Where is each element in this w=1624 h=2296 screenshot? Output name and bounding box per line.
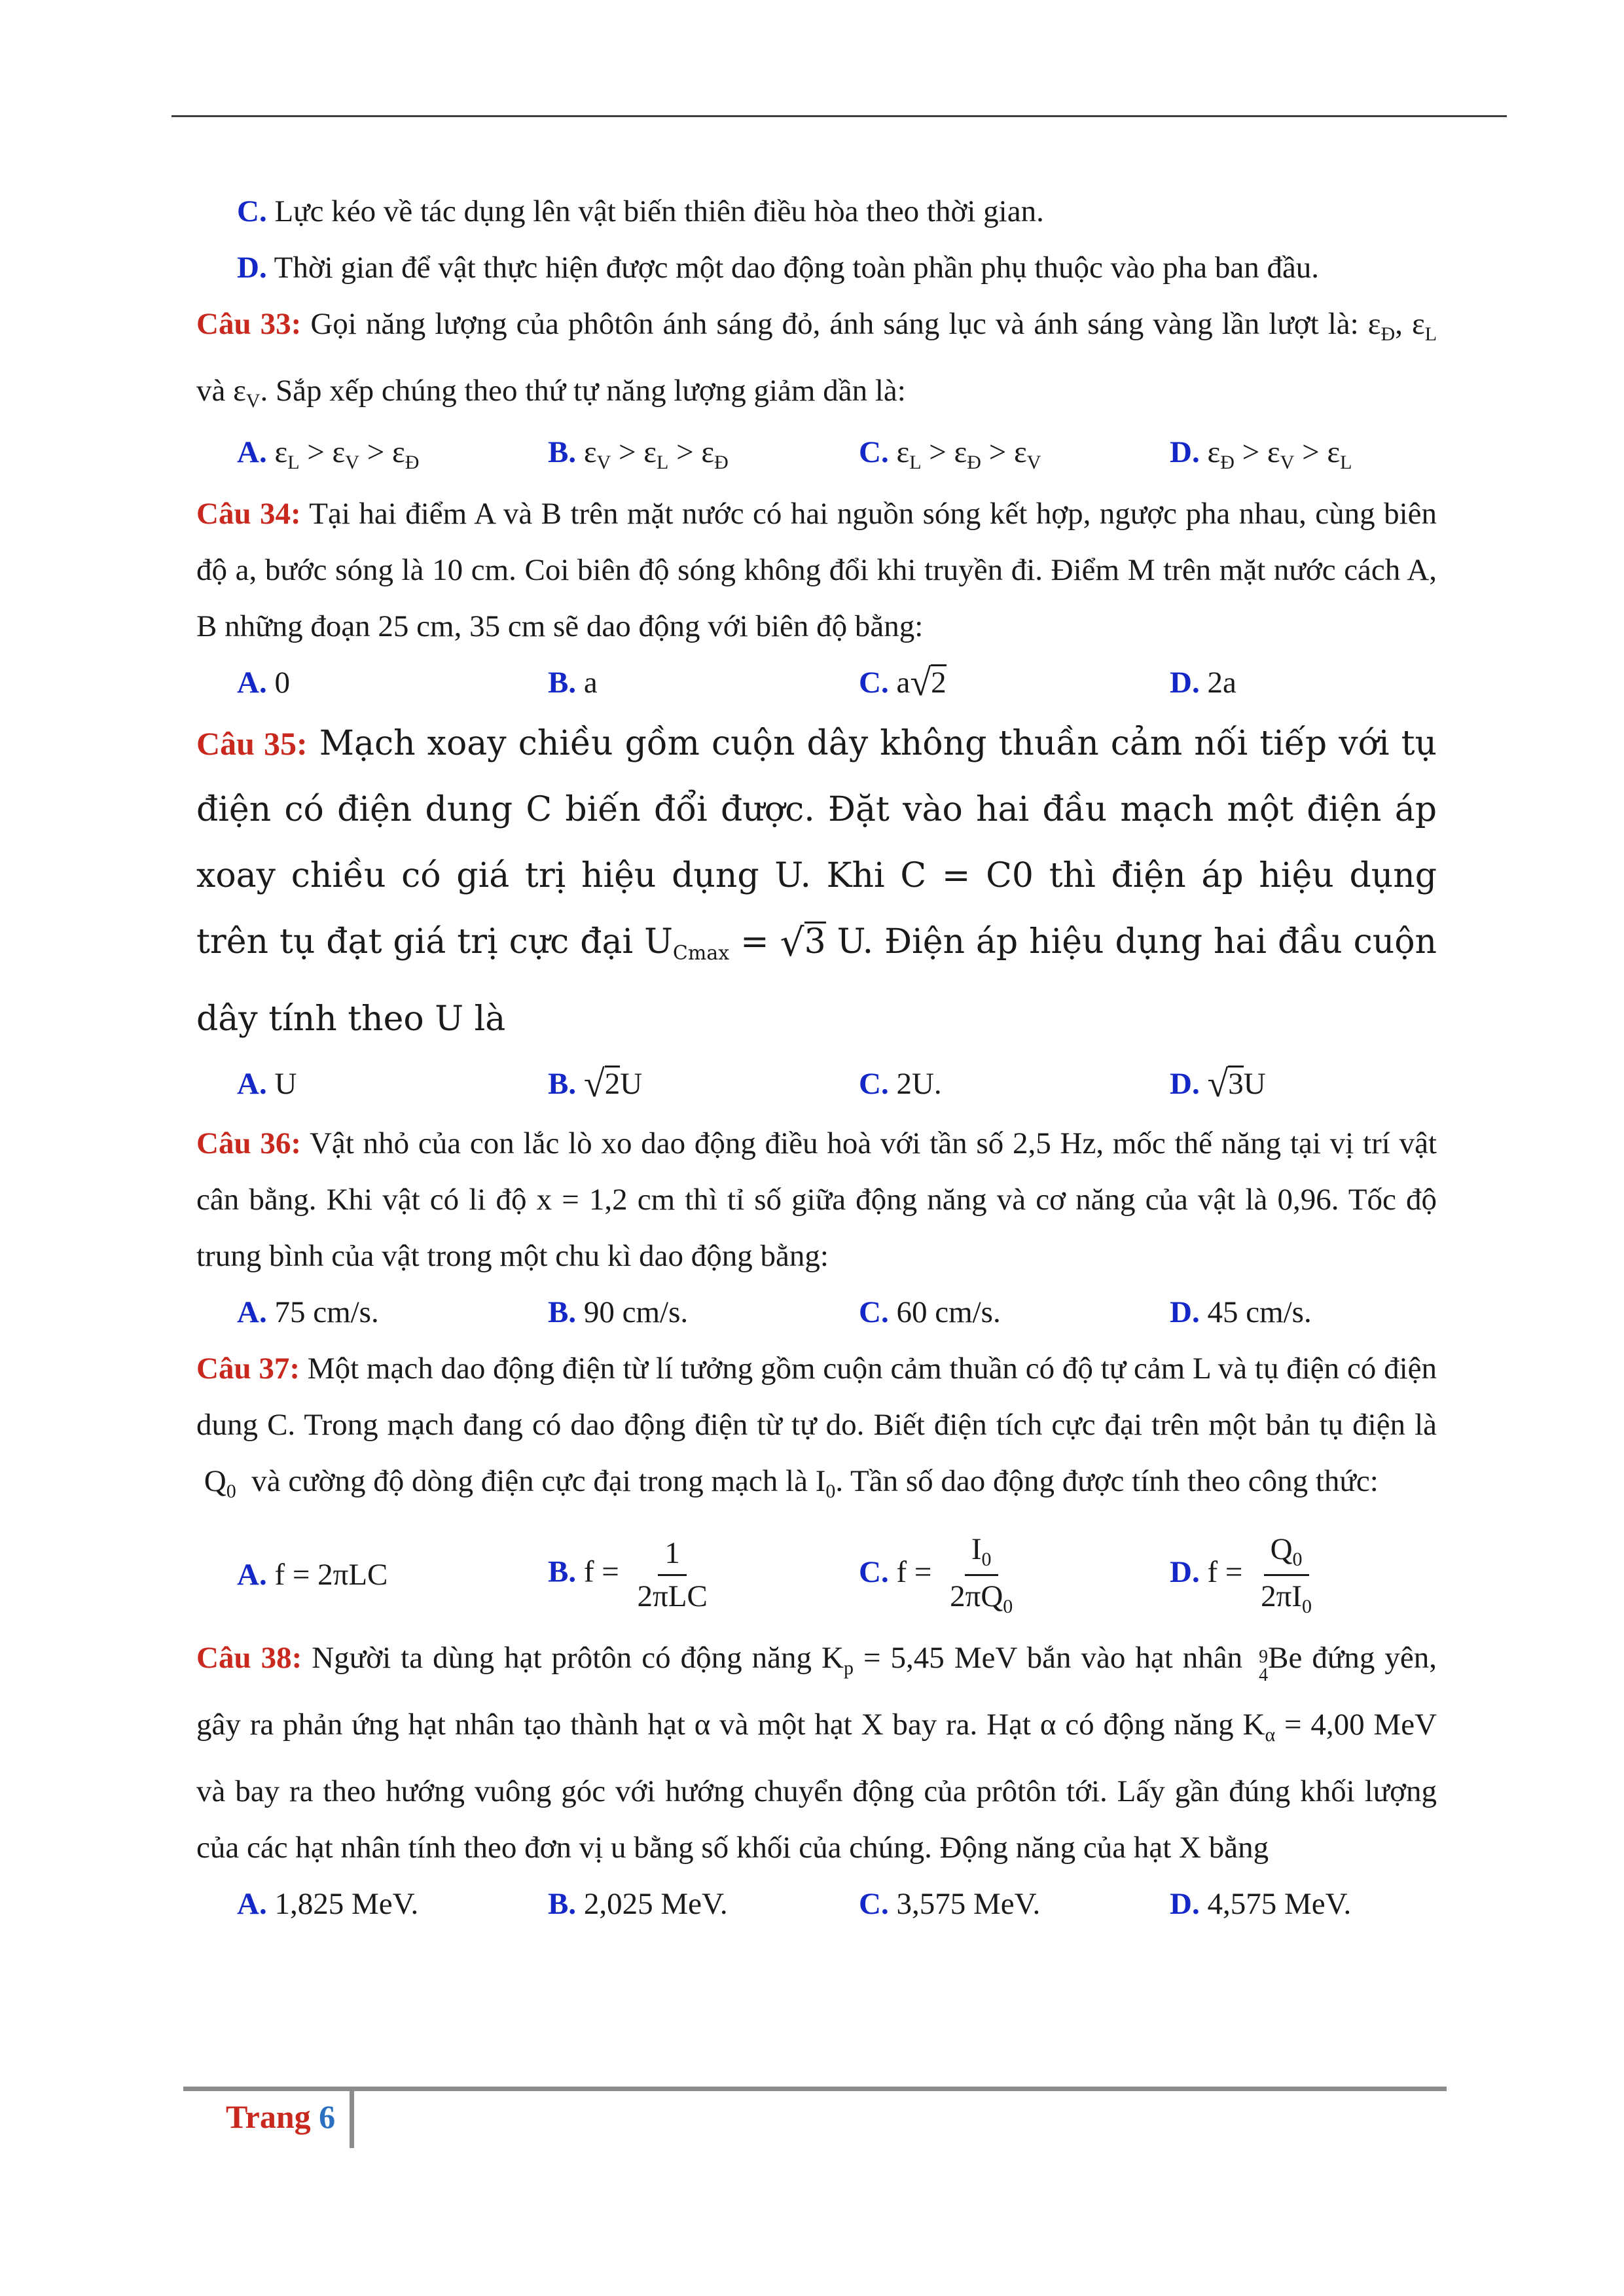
fraction: $\frac{Q_0}{2\pi I_0}$	[1261, 1532, 1312, 1617]
option-d[interactable]: D. f = $\frac{Q_0}{2\pi I_0}$	[1170, 1532, 1481, 1618]
sqrt-symbol: √3	[780, 920, 826, 965]
question-38-options	[196, 1876, 1437, 1932]
option-c[interactable]: C. $\varepsilon_L > \varepsilon_Đ > \varepsilon_V$	[859, 435, 1041, 473]
option-d[interactable]: D. 2a	[1170, 666, 1236, 700]
option-d[interactable]: D. 4,575 MeV.	[1170, 1887, 1352, 1921]
option-a[interactable]: A. f = 2πLC	[237, 1558, 388, 1592]
option-a[interactable]: A. 0	[237, 666, 290, 700]
question-35: Câu 35: Mạch xoay chiều gồm cuộn dây không thuần cảm nối tiếp với tụ điện có điện dung C biến đổi được. Đặt vào hai đầu mạch một điện áp xoay chiều có giá trị hiệu dụng U. Khi C = C0 thì điện áp hiệu dụng trên tụ đạt giá trị cực đại $U_{Cmax} = √3$ U. Điện áp hiệu dụng hai đầu cuộn dây tính theo U là	[196, 724, 1437, 1039]
option-d[interactable]: D. $\varepsilon_Đ > \varepsilon_V > \varepsilon_L$	[1170, 435, 1352, 473]
option-c[interactable]: C. a√2	[859, 655, 1170, 711]
question-34-options	[196, 655, 1437, 711]
question-35-options	[196, 1052, 1437, 1115]
page-content	[196, 183, 1437, 1932]
option-b[interactable]: B. 2,025 MeV.	[548, 1887, 728, 1921]
option-c[interactable]: C. f = $\frac{I_0}{2\pi Q_0}$	[859, 1532, 1170, 1618]
option-d[interactable]: D. 45 cm/s.	[1170, 1295, 1312, 1329]
fraction: $\frac{1}{\text{2πLC}}$	[637, 1536, 708, 1613]
question-36: Câu 36: Vật nhỏ của con lắc lò xo dao động điều hoà với tần số 2,5 Hz, mốc thế năng tại vị trí vật cân bằng. Khi vật có li độ x = 1,2 cm thì tỉ số giữa động năng và cơ năng của vật là 0,96. Tốc độ trung bình của vật trong một chu kì dao động bằng:	[196, 1126, 1437, 1273]
footer-rule	[183, 2087, 1447, 2091]
sqrt-symbol: √3	[1207, 1062, 1244, 1105]
option-a[interactable]: A. $\varepsilon_L > \varepsilon_V > \varepsilon_Đ$	[237, 435, 420, 473]
option-a[interactable]: A. U	[237, 1067, 297, 1101]
option-a[interactable]: A. 1,825 MeV.	[237, 1887, 419, 1921]
option-c[interactable]: C. 2U.	[859, 1067, 942, 1101]
option-c[interactable]: C. 60 cm/s.	[859, 1295, 1001, 1329]
sqrt-symbol: √2	[910, 661, 947, 704]
question-37: Câu 37: Một mạch dao động điện từ lí tưởng gồm cuộn cảm thuần có độ tự cảm L và tụ điện có điện dung C. Trong mạch đang có dao động điện từ tự do. Biết điện tích cực đại trên một bản tụ điện là $Q_0$ và cường độ dòng điện cực đại trong mạch là $I_0$. Tần số dao động được tính theo công thức:	[196, 1352, 1437, 1502]
option-b[interactable]: B. f = $\frac{1}{\text{2πLC}}$	[548, 1535, 859, 1613]
option-b[interactable]: B. a	[548, 666, 598, 700]
question-37-options	[196, 1520, 1437, 1630]
header-rule	[171, 115, 1507, 117]
option-b[interactable]: B. 90 cm/s.	[548, 1295, 689, 1329]
question-33: Câu 33: Gọi năng lượng của phôtôn ánh sáng đỏ, ánh sáng lục và ánh sáng vàng lần lượt là: $\varepsilon_Đ$, $\varepsilon_L$ và $\varepsilon_V$. Sắp xếp chúng theo thứ tự năng lượng giảm dần là:	[196, 307, 1437, 412]
sqrt-symbol: √2	[583, 1062, 621, 1105]
option-b[interactable]: B. $\varepsilon_V > \varepsilon_L > \varepsilon_Đ$	[548, 435, 729, 473]
option-a[interactable]: A. 75 cm/s.	[237, 1295, 379, 1329]
prev-option-d: D. Thời gian để vật thực hiện được một dao động toàn phần phụ thuộc vào pha ban đầu.	[237, 251, 1320, 285]
question-33-options	[196, 429, 1437, 486]
question-34: Câu 34: Tại hai điểm A và B trên mặt nước có hai nguồn sóng kết hợp, ngược pha nhau, cùng biên độ a, bước sóng là 10 cm. Coi biên độ sóng không đổi khi truyền đi. Điểm M trên mặt nước cách A, B những đoạn 25 cm, 35 cm sẽ dao động với biên độ bằng:	[196, 497, 1437, 643]
isotope-notation: 9 4	[1259, 1647, 1269, 1685]
page-number: Trang 6	[226, 2098, 336, 2135]
question-38: Câu 38: Người ta dùng hạt prôtôn có động năng $K_p = 5,45$ MeV bắn vào hạt nhân 9 4 Be đứng yên, gây ra phản ứng hạt nhân tạo thành hạt α và một hạt X bay ra. Hạt α có động năng $K_\alpha = 4,00$ MeV và bay ra theo hướng vuông góc với hướng chuyển động của prôtôn tới. Lấy gần đúng khối lượng của các hạt nhân tính theo đơn vị u bằng số khối của chúng. Động năng của hạt X bằng	[196, 1641, 1437, 1865]
fraction: $\frac{I_0}{2\pi Q_0}$	[950, 1532, 1013, 1617]
option-b[interactable]: B. √2U	[548, 1056, 859, 1112]
prev-option-c: C. Lực kéo về tác dụng lên vật biến thiên điều hòa theo thời gian.	[237, 194, 1044, 228]
footer-divider	[350, 2087, 354, 2148]
option-c[interactable]: C. 3,575 MeV.	[859, 1887, 1041, 1921]
question-36-options	[196, 1284, 1437, 1340]
option-d[interactable]: D. √3U	[1170, 1056, 1481, 1112]
